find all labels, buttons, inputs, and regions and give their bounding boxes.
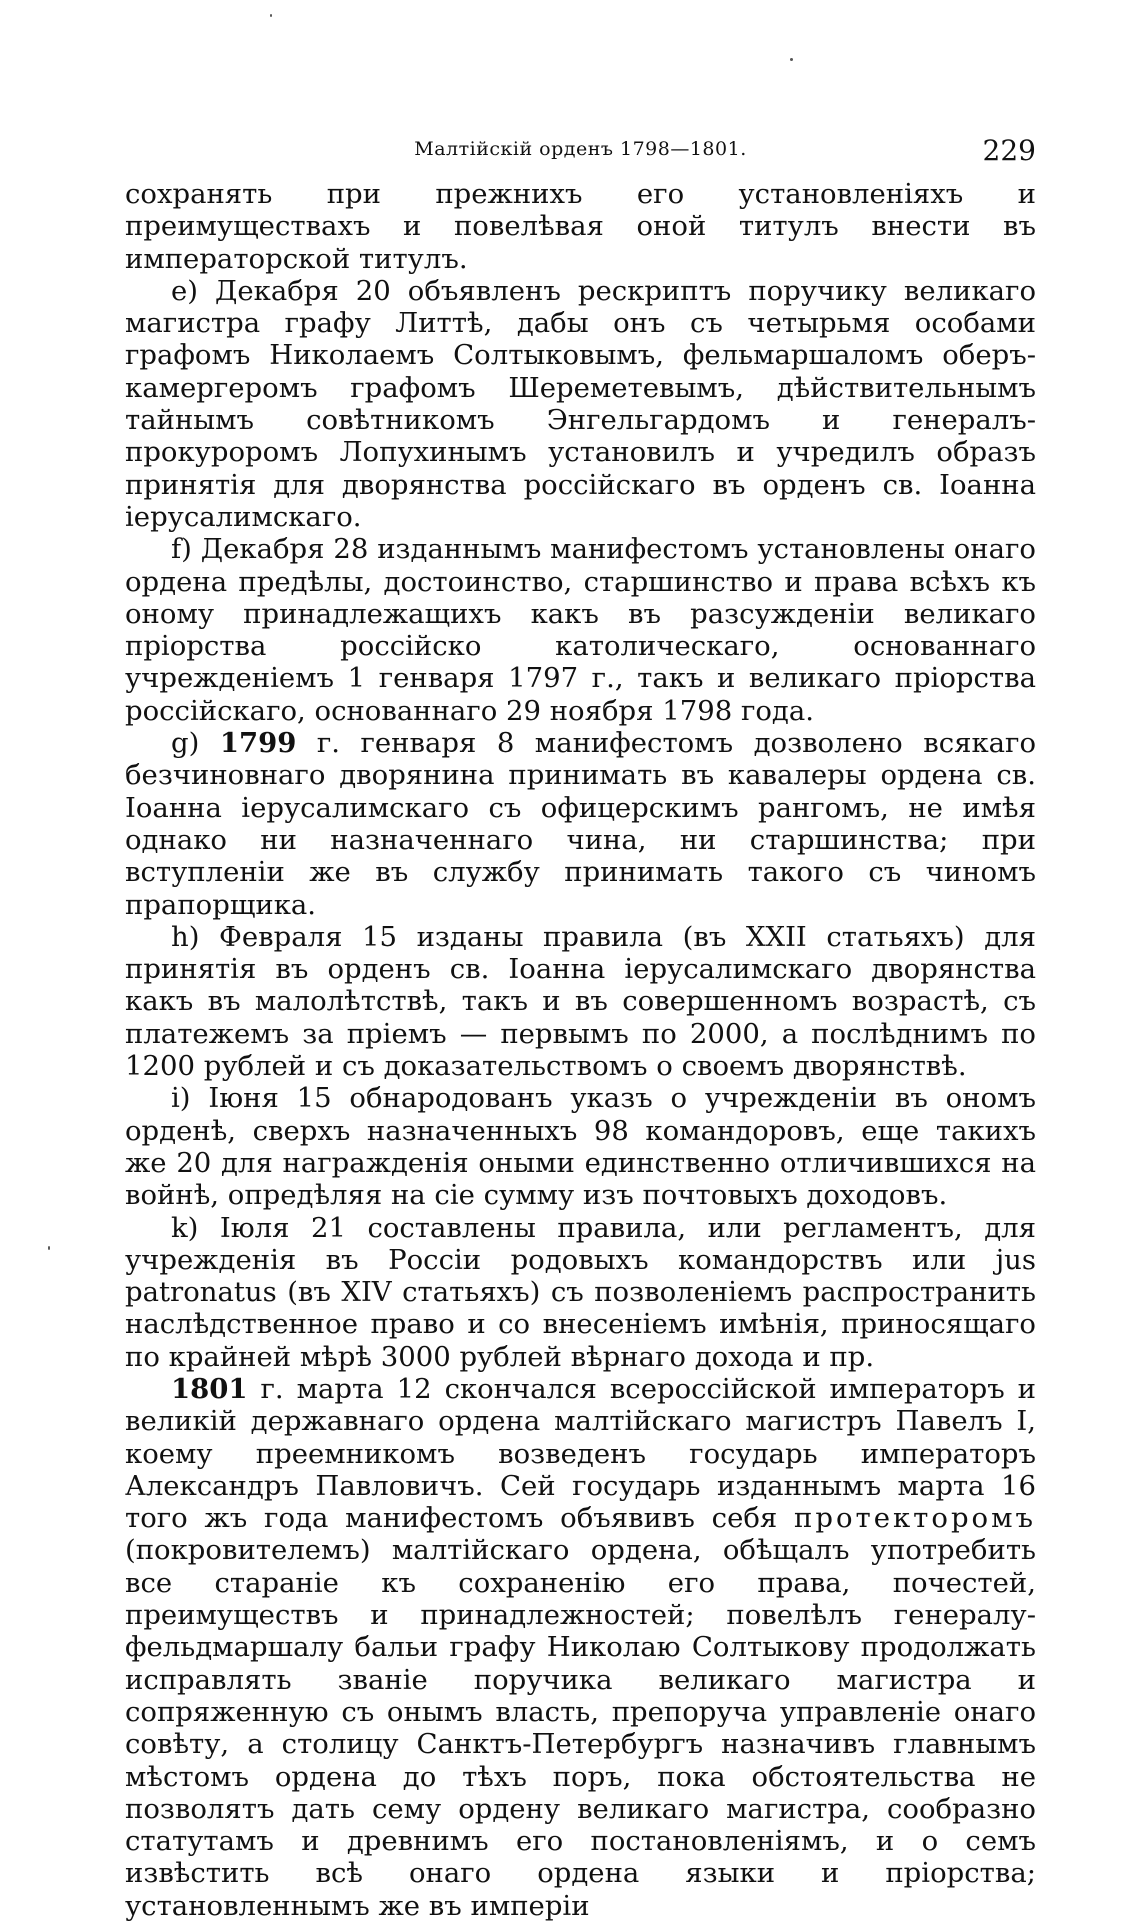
paragraph-lead: g)	[171, 727, 220, 760]
paragraph-text: г. марта 12 скончался всероссійской императоръ и великій державнаго ордена малтійскаго магистръ Павелъ I, коему преемникомъ возведенъ государь императоръ Александръ Павловичъ. Сей государь изданнымъ марта 16 того жъ года манифестомъ объявивъ себя	[125, 1372, 1036, 1535]
scan-speck	[48, 1246, 50, 1250]
paragraph-text: (покровителемъ) малтійскаго ордена, обѣщалъ употребить все стараніе къ сохраненію его права, почестей, преимуществъ и принадлежностей; повелѣлъ генералу-фельдмаршалу бальи графу Николаю Солтыкову продолжать исправлять званіе поручика великаго магистра и сопряженную съ онымъ власть, препоруча управленіе онаго совѣту, а столицу Санктъ-Петербургъ назначивъ главнымъ мѣстомъ ордена до тѣхъ поръ, пока обстоятельства не позволятъ дать сему ордену великаго магистра, сообразно статутамъ и древнимъ его постановленіямъ, и о семъ извѣстить всѣ онаго ордена языки и пріорства; установленнымъ же въ имперіи	[125, 1534, 1036, 1922]
paragraph-text: f) Декабря 28 изданнымъ манифестомъ установлены онаго ордена предѣлы, достоинство, старшинство и права всѣхъ къ оному принадлежащихъ какъ въ разсужденіи великаго пріорства россійско католическаго, основаннаго учрежденіемъ 1 генваря 1797 г., такъ и великаго пріорства россійскаго, основаннаго 29 ноября 1798 года.	[125, 533, 1036, 727]
paragraph-i	[125, 1082, 1036, 1211]
paragraph-text: h) Февраля 15 изданы правила (въ XXII статьяхъ) для принятія въ орденъ св. Іоанна іерусалимскаго дворянства какъ въ малолѣтствѣ, такъ и въ совершенномъ возрастѣ, съ платежемъ за пріемъ — первымъ по 2000, а послѣднимъ по 1200 рублей и съ доказательствомъ о своемъ дворянствѣ.	[125, 920, 1036, 1083]
scan-speck	[270, 14, 272, 17]
paragraph-e	[125, 275, 1036, 533]
paragraph-k	[125, 1212, 1036, 1373]
paragraph-continuation	[125, 178, 1036, 275]
paragraph-text: сохранять при прежнихъ его установленіяхъ и преимуществахъ и повелѣвая оной титулъ внести въ императорской титулъ.	[125, 178, 1036, 275]
paragraph-text: e) Декабря 20 объявленъ рескриптъ поручику великаго магистра графу Литтѣ, дабы онъ съ четырьмя особами графомъ Николаемъ Солтыковымъ, фельмаршаломъ оберъ-камергеромъ графомъ Шереметевымъ, дѣйствительнымъ тайнымъ совѣтникомъ Энгельгардомъ и генералъ-прокуроромъ Лопухинымъ установилъ и учредилъ образъ принятія для дворянства россійскаго въ орденъ св. Іоанна іерусалимскаго.	[125, 274, 1036, 533]
paragraph-g	[125, 727, 1036, 921]
paragraph-text: k) Іюля 21 составлены правила, или регламентъ, для учрежденія въ Россіи родовыхъ командорствъ или jus patronatus (въ XIV статьяхъ) съ позволеніемъ распространить наслѣдственное право и со внесеніемъ имѣнія, приносящаго по крайней мѣрѣ 3000 рублей вѣрнаго дохода и пр.	[125, 1211, 1036, 1373]
paragraph-text: г. генваря 8 манифестомъ дозволено всякаго безчиновнаго дворянина принимать въ кавалеры ордена св. Іоанна іерусалимскаго съ офицерскимъ рангомъ, не имѣя однако ни назначеннаго чина, ни старшинства; при вступленіи же въ службу принимать такого съ чиномъ прапорщика.	[125, 727, 1037, 921]
year-heading: 1801	[171, 1372, 248, 1405]
paragraph-h	[125, 921, 1036, 1082]
scan-speck	[790, 58, 793, 61]
page-header	[125, 134, 1036, 174]
year-heading: 1799	[219, 727, 297, 760]
paragraph-f	[125, 533, 1036, 727]
page-number: 229	[982, 134, 1036, 167]
paragraph-1801	[125, 1373, 1036, 1922]
paragraph-text: i) Іюня 15 обнародованъ указъ о учрежденіи въ ономъ орденѣ, сверхъ назначенныхъ 98 командоровъ, еще такихъ же 20 для награжденія оными единственно отличившихся на войнѣ, опредѣляя на сіе сумму изъ почтовыхъ доходовъ.	[125, 1082, 1036, 1212]
body-text	[125, 178, 1036, 1922]
spaced-emphasis: протекторомъ	[794, 1502, 1036, 1535]
running-title: Малтійскій орденъ 1798—1801.	[414, 138, 747, 160]
